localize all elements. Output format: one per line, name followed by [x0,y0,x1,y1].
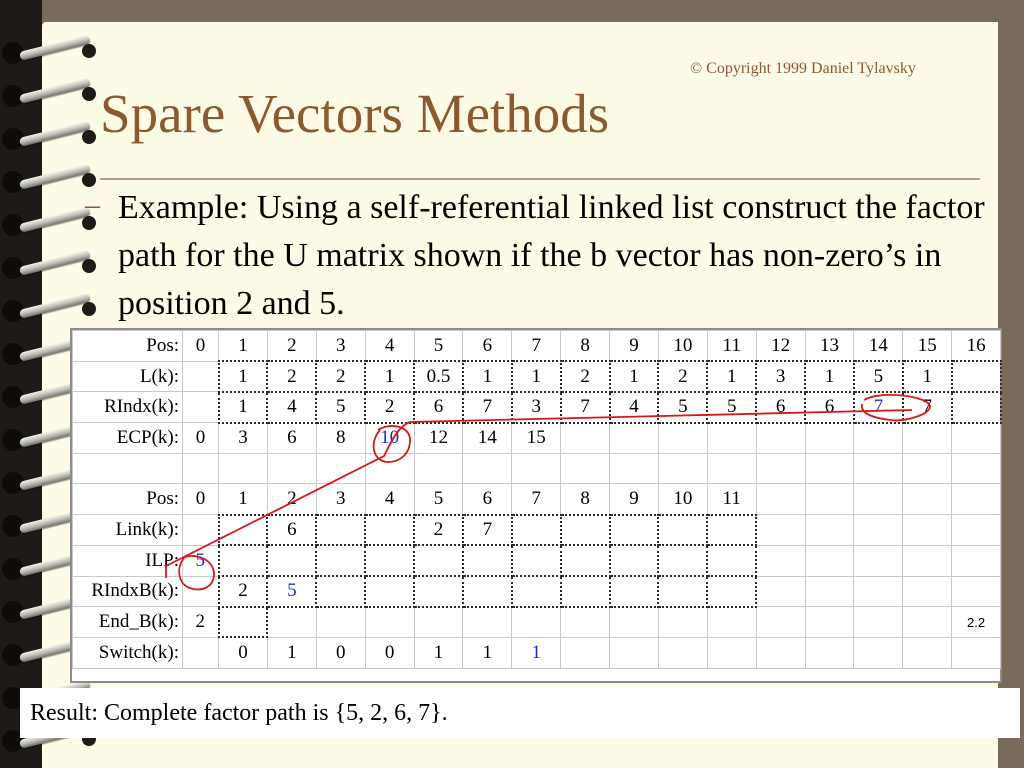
table-cell [707,576,756,607]
bullet-text: Example: Using a self-referential linked list construct the factor path for the U matrix shown if the b vector has non-zero’s in position 2 and 5. [118,189,985,322]
table-cell [952,484,1001,515]
table-cell [903,545,952,576]
table-cell: 1 [267,637,316,668]
row-label: RIndx(k): [73,392,183,423]
table-cell [658,637,707,668]
table-cell [805,576,854,607]
table-cell: 1 [512,361,561,392]
table-cell: 3 [512,392,561,423]
table-cell [365,453,414,484]
table-cell: 5 [316,392,365,423]
table-cell: 6 [463,331,512,362]
table-cell: 2 [658,361,707,392]
table-cell [512,607,561,638]
table-cell: 6 [414,392,463,423]
table-cell: 16 [952,331,1001,362]
table-cell [854,423,903,454]
table-cell: 3 [316,331,365,362]
table-cell [903,637,952,668]
table-cell: 7 [512,484,561,515]
table-cell: 1 [610,361,659,392]
linked-list-table [70,328,1002,683]
table-cell [610,545,659,576]
table-row [73,361,1001,392]
table-cell: 0.5 [414,361,463,392]
table-cell: 7 [512,331,561,362]
row-label: ILP: [73,545,183,576]
table-cell: 5 [414,484,463,515]
table-cell [316,576,365,607]
table-row [73,423,1001,454]
table-cell [805,515,854,546]
table-cell [610,453,659,484]
table-cell [183,453,219,484]
table-cell [707,423,756,454]
table-cell: 10 [365,423,414,454]
table-cell [183,515,219,546]
table-cell: 14 [463,423,512,454]
table-cell [707,545,756,576]
table-cell [952,515,1001,546]
table-cell [805,423,854,454]
row-label: Pos: [73,484,183,515]
table-cell [414,607,463,638]
table-cell [463,607,512,638]
copyright-text: © Copyright 1999 Daniel Tylavsky [690,60,916,77]
table-cell [707,453,756,484]
table-cell: 8 [561,484,610,515]
table-cell [952,423,1001,454]
table-cell: 3 [219,423,268,454]
table-cell: 1 [463,361,512,392]
row-label: Link(k): [73,515,183,546]
table-cell: 7 [903,392,952,423]
table-cell [512,515,561,546]
table-cell: 2 [414,515,463,546]
table-cell: 2 [267,361,316,392]
table-cell [854,637,903,668]
table-cell [561,515,610,546]
table-cell: 0 [316,637,365,668]
table-cell: 6 [267,423,316,454]
table-cell [952,392,1001,423]
table-cell [854,576,903,607]
table-cell [365,515,414,546]
table-cell: 5 [414,331,463,362]
table-cell [952,545,1001,576]
table-cell: 6 [756,392,805,423]
table-row [73,637,1001,668]
table-cell [854,545,903,576]
table-cell [756,484,805,515]
table-cell [952,453,1001,484]
table-cell: 6 [805,392,854,423]
table-cell [316,453,365,484]
table-cell: 7 [561,392,610,423]
table-cell: 8 [561,331,610,362]
table-cell: 1 [512,637,561,668]
table-row [73,515,1001,546]
table-cell [414,545,463,576]
table-cell: 1 [463,637,512,668]
table-cell: 5 [183,545,219,576]
table-cell: 0 [365,637,414,668]
table-cell [610,576,659,607]
data-grid [72,330,1002,669]
table-cell [805,637,854,668]
slide-title: Spare Vectors Methods [100,83,610,144]
table-cell [756,515,805,546]
table-cell: 1 [414,637,463,668]
table-cell: 2 [365,392,414,423]
table-cell [952,576,1001,607]
table-cell [267,545,316,576]
table-cell [561,423,610,454]
table-cell [463,576,512,607]
table-cell: 7 [463,392,512,423]
table-cell: 5 [707,392,756,423]
row-label: RIndxB(k): [73,576,183,607]
table-cell: 5 [267,576,316,607]
table-cell [658,545,707,576]
table-cell [610,637,659,668]
table-cell: 14 [854,331,903,362]
table-cell: 1 [707,361,756,392]
table-cell [365,607,414,638]
table-cell [658,576,707,607]
table-cell [610,423,659,454]
table-cell [854,453,903,484]
table-cell [219,607,268,638]
slide-number: 2.2 [952,607,1001,638]
table-cell [903,423,952,454]
table-cell [267,453,316,484]
table-cell [183,637,219,668]
table-cell [512,545,561,576]
table-cell [561,576,610,607]
table-cell [414,453,463,484]
table-cell [805,484,854,515]
table-cell [805,607,854,638]
table-cell: 4 [365,484,414,515]
table-cell: 10 [658,331,707,362]
table-cell [903,576,952,607]
table-cell: 2 [183,607,219,638]
table-cell [707,607,756,638]
table-cell: 2 [561,361,610,392]
table-cell: 1 [365,361,414,392]
table-cell [854,515,903,546]
row-label: Switch(k): [73,637,183,668]
table-cell [707,637,756,668]
table-cell [183,392,219,423]
table-row [73,392,1001,423]
table-cell [219,515,268,546]
table-cell [414,576,463,607]
table-cell [805,545,854,576]
row-label: Pos: [73,331,183,362]
table-cell: 1 [219,484,268,515]
table-cell: 9 [610,331,659,362]
table-cell: 15 [512,423,561,454]
table-cell [952,361,1001,392]
table-cell [561,545,610,576]
table-cell [463,545,512,576]
table-cell: 15 [903,331,952,362]
table-cell [903,607,952,638]
table-cell [219,545,268,576]
table-cell [658,423,707,454]
table-cell [903,484,952,515]
table-cell [756,545,805,576]
table-cell [512,576,561,607]
table-cell [610,607,659,638]
table-cell [756,423,805,454]
table-cell: 12 [756,331,805,362]
title-divider [100,178,980,180]
table-cell: 5 [658,392,707,423]
table-cell: 4 [610,392,659,423]
table-cell: 5 [854,361,903,392]
table-cell: 0 [183,423,219,454]
table-cell: 6 [267,515,316,546]
result-text: Result: Complete factor path is {5, 2, 6, 7}. [30,700,448,726]
table-row [73,545,1001,576]
table-cell: 1 [219,331,268,362]
table-cell: 2 [219,576,268,607]
table-cell: 1 [219,361,268,392]
row-label: ECP(k): [73,423,183,454]
table-cell [316,545,365,576]
table-cell: 12 [414,423,463,454]
table-cell [756,453,805,484]
table-cell: 2 [267,331,316,362]
table-cell [267,607,316,638]
row-label: L(k): [73,361,183,392]
table-cell [365,545,414,576]
table-cell [756,607,805,638]
row-label [73,453,183,484]
table-cell [658,607,707,638]
table-cell: 4 [267,392,316,423]
table-cell [183,576,219,607]
table-row [73,453,1001,484]
table-cell [219,453,268,484]
table-cell: 9 [610,484,659,515]
table-cell [610,515,659,546]
table-cell [854,607,903,638]
table-cell: 0 [183,484,219,515]
table-cell [561,607,610,638]
table-cell [463,453,512,484]
table-cell [512,453,561,484]
table-cell [316,607,365,638]
table-cell: 1 [219,392,268,423]
table-cell: 1 [805,361,854,392]
table-cell [952,637,1001,668]
table-cell [561,637,610,668]
table-cell: 11 [707,331,756,362]
table-cell [365,576,414,607]
table-cell: 4 [365,331,414,362]
table-cell [707,515,756,546]
table-cell: 2 [267,484,316,515]
table-cell: 13 [805,331,854,362]
table-row [73,484,1001,515]
table-cell: 1 [903,361,952,392]
table-cell [658,515,707,546]
table-cell: 7 [463,515,512,546]
table-cell [756,576,805,607]
table-cell: 11 [707,484,756,515]
table-cell: 0 [219,637,268,668]
row-label: End_B(k): [73,607,183,638]
table-row [73,607,1001,638]
table-row [73,331,1001,362]
table-cell: 8 [316,423,365,454]
table-cell [561,453,610,484]
table-cell [903,515,952,546]
table-cell [854,484,903,515]
table-cell [903,453,952,484]
table-cell [183,361,219,392]
table-cell: 7 [854,392,903,423]
table-cell [756,637,805,668]
table-cell: 3 [316,484,365,515]
table-cell [805,453,854,484]
table-cell: 10 [658,484,707,515]
table-cell: 6 [463,484,512,515]
table-cell: 3 [756,361,805,392]
table-cell: 2 [316,361,365,392]
table-cell: 0 [183,331,219,362]
bullet-marker: – [85,188,100,221]
table-cell [658,453,707,484]
table-cell [316,515,365,546]
table-row [73,576,1001,607]
